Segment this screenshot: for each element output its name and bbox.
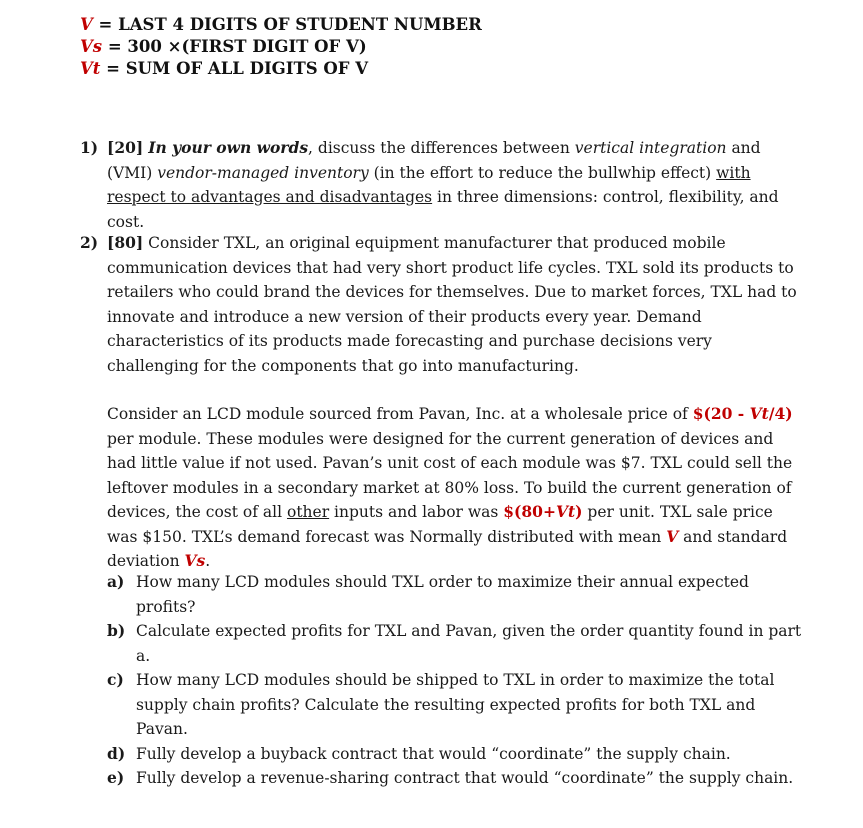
input-cost-var: Vt (555, 502, 576, 521)
subquestion-letter: e) (107, 768, 125, 787)
q2-p2-d: per unit. TXL sale price was $150. TXL’s demand forecast was Normally distributed with mean (107, 503, 773, 546)
question-1-text (107, 136, 800, 234)
subquestion-letter: a) (107, 572, 125, 591)
subquestion-text: How many LCD modules should TXL order to maximize their annual expected profits? (136, 573, 749, 616)
q1-text-4: in three dimensions: control, flexibility, and cost. (107, 188, 779, 231)
q2-p2-b: per module. These modules were designed for the current generation of devices and had little value if not used. Pavan’s unit cost of each module was $7. TXL could sell the leftover modules in a secondary market at 80% loss. To build the current generation of devices, the cost of all (107, 429, 793, 521)
wholesale-price-a: $(20 - (692, 404, 750, 423)
variable-definitions (80, 14, 482, 80)
q2-p2-e: and standard deviation (107, 527, 788, 570)
q2-p2-c: inputs and labor was (329, 503, 504, 521)
question-2-paragraph-2 (107, 402, 800, 574)
subquestion-letter: d) (107, 743, 126, 763)
subquestion-letter: b) (107, 621, 126, 640)
definition-v-text: = LAST 4 DIGITS OF STUDENT NUMBER (92, 15, 482, 34)
subquestion-text: Calculate expected profits for TXL and Pavan, given the order quantity found in part a. (136, 622, 802, 665)
q2-para1-text: Consider TXL, an original equipment manufacturer that produced mobile communication devices that had very short product life cycles. TXL sold its products to retailers who could brand the devices for themselves. Due to market forces, TXL had to innovate and introduce a new version of their products every year. Demand characteristics of its products made forecasting and purchase decisions very challenging for the components that go into manufacturing. (107, 234, 797, 375)
definition-vt (80, 58, 482, 80)
question-1-points: [20] (107, 138, 144, 157)
subquestion-list (107, 570, 807, 791)
input-cost-b: ) (575, 502, 583, 521)
subquestion-b (107, 619, 807, 668)
subquestion-text: How many LCD modules should be shipped to TXL in order to maximize the total supply chain profits? Calculate the resulting expected profits for both TXL and Pavan. (136, 671, 775, 738)
other-underlined: other (286, 503, 330, 521)
question-2-points: [80] (107, 233, 144, 252)
input-cost-a: $(80+ (503, 502, 556, 521)
definition-vs-text: = 300 (102, 37, 168, 56)
wholesale-price-var: Vt (749, 404, 769, 423)
question-1 (80, 136, 800, 234)
subquestion-text: Fully develop a buyback contract that would “coordinate” the supply chain. (136, 744, 731, 763)
q1-text-2: and (VMI) (107, 139, 761, 182)
own-words: In your own words (148, 138, 309, 157)
definition-vt-text: = SUM OF ALL DIGITS OF V (100, 59, 369, 78)
definition-vs (80, 36, 482, 58)
question-2-text (107, 231, 800, 574)
q2-p2-a: Consider an LCD module sourced from Pavan, Inc. at a wholesale price of (107, 405, 693, 423)
sd-var: Vs (184, 551, 206, 570)
question-2-number: 2) (80, 233, 99, 252)
subquestion-text: Fully develop a revenue-sharing contract that would “coordinate” the supply chain. (136, 769, 794, 787)
var-v: V (80, 15, 93, 34)
underlined-phrase: with respect to advantages and disadvantages (107, 163, 751, 206)
definition-vs-text-2: (FIRST DIGIT OF V) (181, 37, 367, 56)
question-2-paragraph-1 (107, 231, 800, 378)
vendor-managed-inventory: vendor-managed inventory (157, 163, 369, 182)
mean-var: V (666, 526, 679, 546)
var-vt: Vt (80, 59, 101, 78)
subquestion-a (107, 570, 807, 619)
subquestion-e (107, 766, 807, 791)
q1-text-3: (in the effort to reduce the bullwhip effect) (368, 163, 717, 182)
question-1-number: 1) (80, 138, 99, 157)
subquestion-letter: c) (107, 670, 124, 689)
subquestion-c (107, 668, 807, 742)
question-2 (80, 231, 800, 574)
q1-text-1: , discuss the differences between (308, 139, 575, 157)
var-vs: Vs (80, 37, 103, 56)
wholesale-price-b: /4) (768, 404, 793, 423)
definition-v (80, 14, 482, 36)
subquestion-d (107, 742, 807, 767)
q2-p2-f: . (205, 552, 211, 570)
times-symbol: × (167, 37, 182, 56)
vertical-integration: vertical integration (574, 139, 727, 157)
